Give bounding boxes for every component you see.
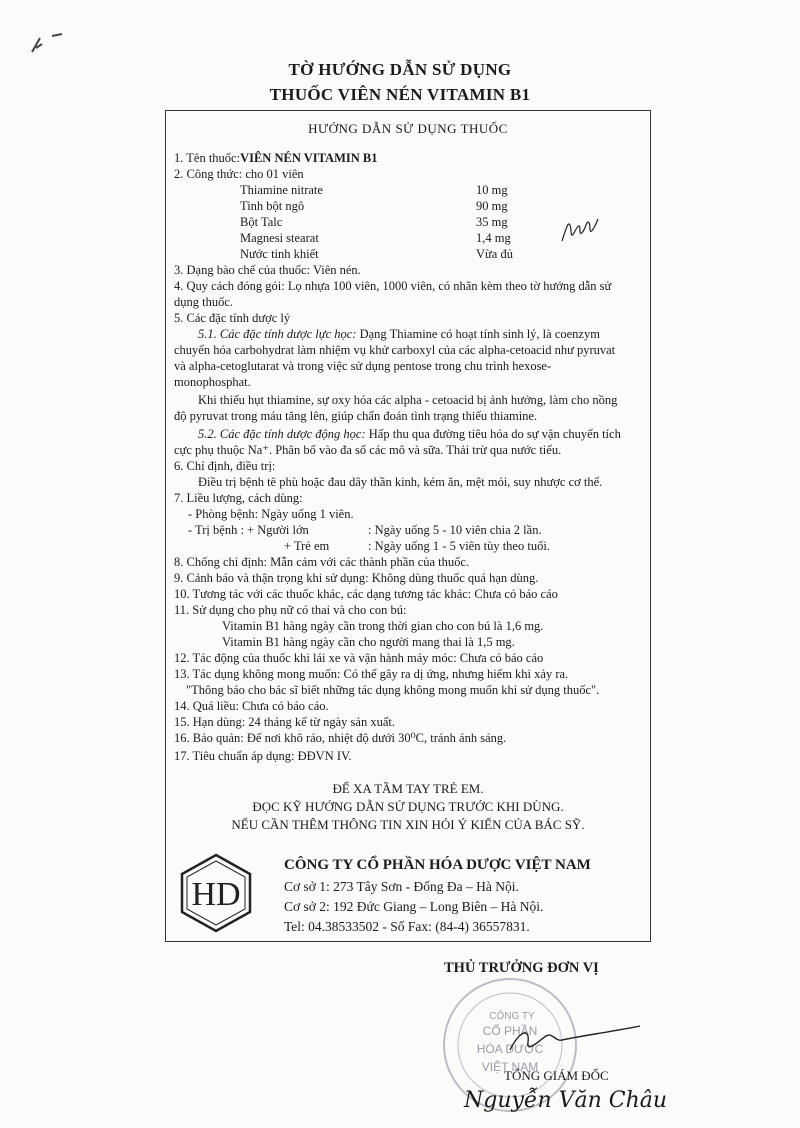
instructions-box bbox=[165, 110, 651, 942]
ingredient-amount: 90 mg bbox=[476, 199, 508, 213]
signer-name: Nguyễn Văn Châu bbox=[464, 1088, 668, 1113]
section-5-1-text: Dạng Thiamine có hoạt tính sinh lý, là coenzym bbox=[356, 327, 600, 341]
section-12: 12. Tác động của thuốc khi lái xe và vận hành máy móc: Chưa có báo cáo bbox=[174, 651, 544, 665]
document-subtitle: THUỐC VIÊN NÉN VITAMIN B1 bbox=[269, 85, 531, 104]
section-7-child-dose: : Ngày uống 1 - 5 viên tùy theo tuổi. bbox=[368, 539, 550, 553]
section-10: 10. Tương tác với các thuốc khác, các dạng tương tác khác: Chưa có báo cáo bbox=[174, 587, 558, 601]
company-logo bbox=[174, 851, 258, 935]
section-5-1-label: 5.1. Các đặc tính dược lực học: bbox=[198, 327, 357, 341]
scan-mark bbox=[22, 30, 82, 60]
company-address-2: Cơ sở 2: 192 Đức Giang – Long Biên – Hà Nội. bbox=[284, 899, 544, 914]
warning-line: ĐỌC KỸ HƯỚNG DẪN SỬ DỤNG TRƯỚC KHI DÙNG. bbox=[252, 799, 564, 814]
section-9: 9. Cảnh báo và thận trọng khi sử dụng: Không dùng thuốc quá hạn dùng. bbox=[174, 571, 539, 585]
section-5-1-line: Khi thiếu hụt thiamine, sự oxy hóa các alpha - cetoacid bị ảnh hưởng, làm cho nồng bbox=[198, 393, 618, 407]
section-6: 6. Chỉ định, điều trị: bbox=[174, 459, 276, 473]
section-7: 7. Liều lượng, cách dùng: bbox=[174, 491, 303, 505]
section-5-1-line: và alpha-cetoglutarat và trong việc sử dụng pentose trong chu trình hexose- bbox=[174, 359, 552, 373]
handwritten-signature bbox=[500, 1020, 650, 1060]
document-title: TỜ HƯỚNG DẪN SỬ DỤNG bbox=[288, 60, 512, 79]
signer-position: TỔNG GIÁM ĐỐC bbox=[504, 1068, 609, 1083]
section-13-note: "Thông báo cho bác sĩ biết những tác dụng không mong muốn khi sử dụng thuốc". bbox=[186, 683, 600, 697]
section-5-1-line: độ pyruvat trong máu tăng lên, giúp chẩn đoán tình trạng thiếu thiamine. bbox=[174, 409, 538, 423]
stamp-text: VIỆT NAM bbox=[481, 1060, 539, 1074]
section-11-line: Vitamin B1 hàng ngày cần cho người mang thai là 1,5 mg. bbox=[222, 635, 515, 649]
stamp-text: CỔ PHẦN bbox=[482, 1024, 538, 1038]
section-8: 8. Chống chỉ định: Mẫn cảm với các thành phần của thuốc. bbox=[174, 555, 470, 569]
section-6-text: Điều trị bệnh tê phù hoặc đau dây thần kinh, kém ăn, mệt mỏi, suy nhược cơ thể. bbox=[198, 475, 603, 489]
ingredient-amount: 35 mg bbox=[476, 215, 508, 229]
warning-line: ĐỂ XA TẦM TAY TRẺ EM. bbox=[332, 781, 484, 796]
section-11: 11. Sử dụng cho phụ nữ có thai và cho con bú: bbox=[174, 603, 407, 617]
ingredient-name: Bột Talc bbox=[240, 215, 283, 229]
signer-role: THỦ TRƯỞNG ĐƠN VỊ bbox=[444, 960, 599, 976]
section-11-line: Vitamin B1 hàng ngày cần trong thời gian cho con bú là 1,6 mg. bbox=[222, 619, 544, 633]
ingredient-name: Nước tinh khiết bbox=[240, 247, 319, 261]
section-5-2-label: 5.2. Các đặc tính dược động học: bbox=[198, 427, 366, 441]
company-name: CÔNG TY CỔ PHẦN HÓA DƯỢC VIỆT NAM bbox=[284, 857, 591, 873]
drug-name: VIÊN NÉN VITAMIN B1 bbox=[240, 151, 378, 165]
ingredient-name: Magnesi stearat bbox=[240, 231, 319, 245]
section-5-1-line: monophosphat. bbox=[174, 375, 251, 389]
section-5: 5. Các đặc tính dược lý bbox=[174, 311, 291, 325]
ingredient-amount: 1,4 mg bbox=[476, 231, 511, 245]
section-2: 2. Công thức: cho 01 viên bbox=[174, 167, 304, 181]
stamp-text: HÓA DƯỢC bbox=[476, 1042, 544, 1056]
section-5-1 bbox=[198, 327, 600, 342]
section-4: 4. Quy cách đóng gói: Lọ nhựa 100 viên, 1000 viên, có nhãn kèm theo tờ hướng dẫn sử bbox=[174, 279, 612, 293]
section-14: 14. Quá liều: Chưa có báo cáo. bbox=[174, 699, 329, 713]
section-16: 16. Bảo quản: Để nơi khô ráo, nhiệt độ dưới 30⁰C, tránh ánh sáng. bbox=[174, 731, 507, 745]
section-13: 13. Tác dụng không mong muốn: Có thể gây ra dị ứng, nhưng hiếm khi xảy ra. bbox=[174, 667, 569, 681]
box-heading: HƯỚNG DẪN SỬ DỤNG THUỐC bbox=[308, 121, 508, 136]
ingredient-name: Thiamine nitrate bbox=[240, 183, 323, 197]
section-7-adult-dose: : Ngày uống 5 - 10 viên chia 2 lần. bbox=[368, 523, 542, 537]
company-address-1: Cơ sở 1: 273 Tây Sơn - Đống Đa – Hà Nội. bbox=[284, 879, 519, 894]
warning-line: NẾU CẦN THÊM THÔNG TIN XIN HỎI Ý KIẾN CỦA BÁC SỸ. bbox=[231, 817, 585, 832]
ingredient-name: Tinh bột ngô bbox=[240, 199, 305, 213]
initials-signature bbox=[558, 211, 608, 247]
stamp-text: CÔNG TY bbox=[489, 1011, 535, 1022]
company-phone: Tel: 04.38533502 - Số Fax: (84-4) 36557831. bbox=[284, 919, 530, 934]
section-3: 3. Dạng bào chế của thuốc: Viên nén. bbox=[174, 263, 361, 277]
section-5-1-line: chuyển hóa carbohydrat làm nhiệm vụ khử carboxyl của các alpha-cetoacid như pyruvat bbox=[174, 343, 616, 357]
section-7-prevention: - Phòng bệnh: Ngày uống 1 viên. bbox=[188, 507, 354, 521]
section-5-2-text: Hấp thu qua đường tiêu hóa do sự vận chuyển tích bbox=[365, 427, 621, 441]
section-5-2 bbox=[198, 427, 621, 442]
signature-block bbox=[420, 960, 720, 1120]
ingredient-amount: Vừa đủ bbox=[476, 247, 513, 261]
section-4-cont: dụng thuốc. bbox=[174, 295, 234, 309]
section-5-2-line: cực phụ thuộc Na⁺. Phân bố vào đa số các mô và sữa. Thải trừ qua nước tiểu. bbox=[174, 443, 562, 457]
section-1 bbox=[174, 151, 377, 166]
section-1-label: 1. Tên thuốc: bbox=[174, 151, 241, 165]
ingredient-amount: 10 mg bbox=[476, 183, 508, 197]
section-7-adult: - Trị bệnh : + Người lớn bbox=[188, 523, 309, 537]
logo-letters: HD bbox=[191, 876, 241, 913]
section-17: 17. Tiêu chuẩn áp dụng: ĐĐVN IV. bbox=[174, 749, 352, 763]
section-7-child: + Trẻ em bbox=[284, 539, 330, 553]
section-15: 15. Hạn dùng: 24 tháng kể từ ngày sản xuất. bbox=[174, 715, 395, 729]
